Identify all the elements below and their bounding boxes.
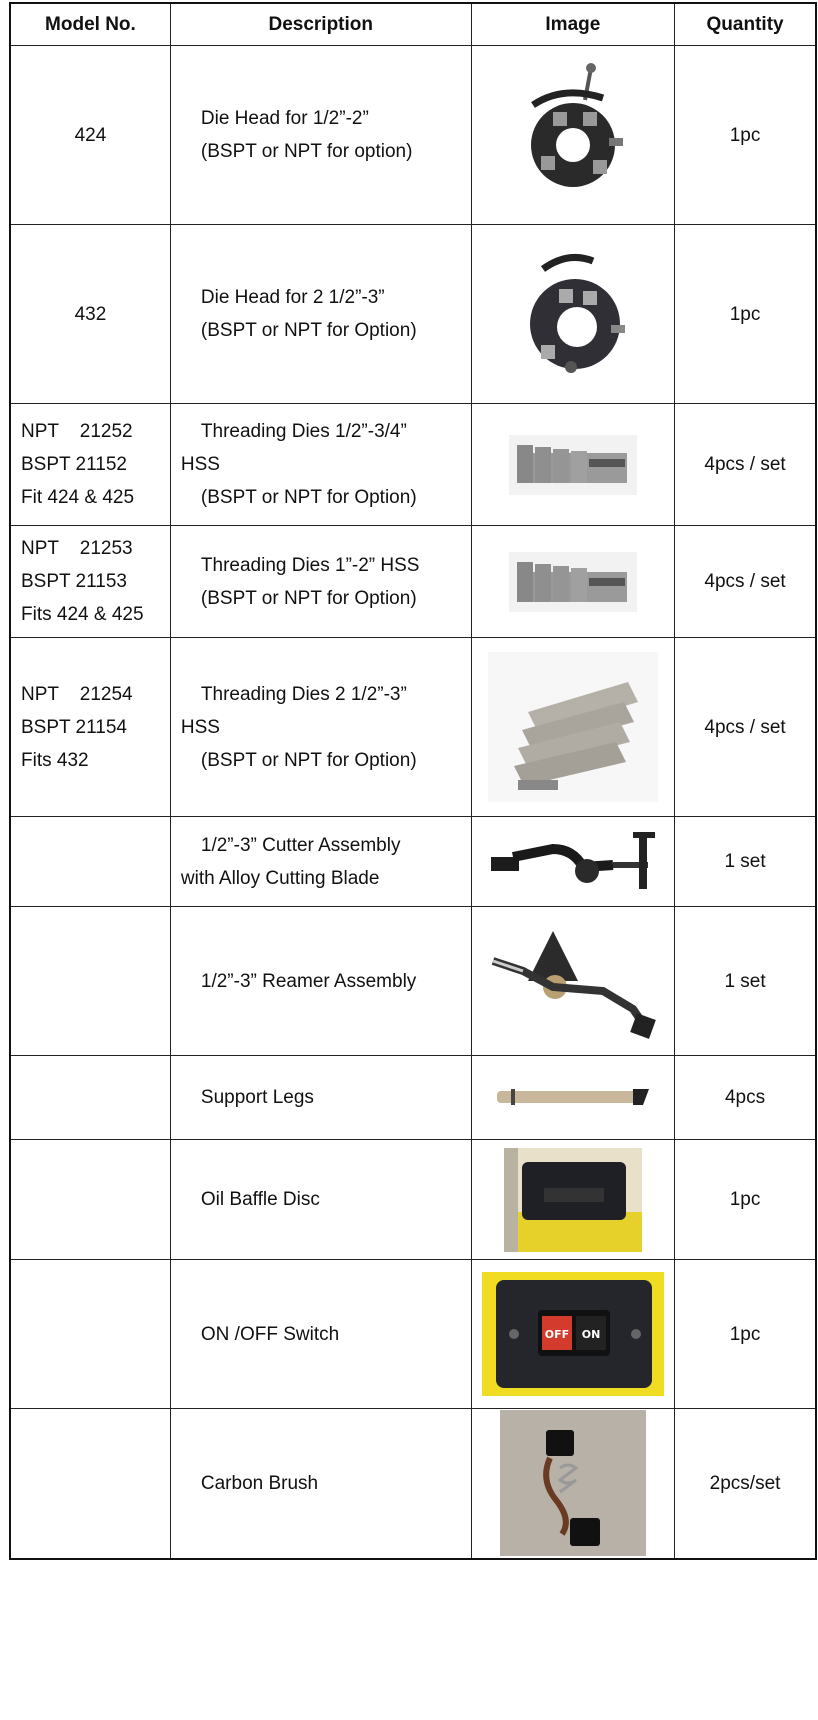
description-line: (BSPT or NPT for Option) (200, 320, 417, 341)
threading-dies-icon (509, 552, 637, 612)
quantity-cell: 4pcs / set (675, 404, 816, 526)
table-row (10, 225, 816, 404)
model-cell (10, 1409, 170, 1559)
image-cell (471, 1140, 675, 1260)
model-cell (10, 404, 170, 526)
description-line: Oil Baffle Disc (200, 1189, 320, 1210)
description-cell (170, 1056, 471, 1140)
model-cell (10, 526, 170, 638)
description-line: Die Head for 1/2”-2” (200, 108, 369, 129)
table-row (10, 46, 816, 225)
quantity-cell: 1 set (675, 817, 816, 907)
image-cell (471, 46, 675, 225)
table-row (10, 1140, 816, 1260)
pipe-cutter-icon (483, 827, 663, 897)
image-cell (471, 404, 675, 526)
table-row (10, 526, 816, 638)
model-cell (10, 225, 170, 404)
quantity-cell: 4pcs / set (675, 638, 816, 817)
model-cell (10, 907, 170, 1056)
description-line: 1/2”-3” Cutter Assembly (200, 834, 401, 856)
description-cell (170, 907, 471, 1056)
image-cell (471, 817, 675, 907)
model-line: BSPT 21154 (21, 716, 127, 738)
table-row (10, 817, 816, 907)
header-model: Model No. (10, 3, 170, 46)
model-cell (10, 638, 170, 817)
description-line: Carbon Brush (200, 1472, 319, 1494)
model-line: Fits 432 (21, 749, 89, 771)
description-line: Threading Dies 1”-2” HSS (200, 554, 420, 576)
quantity-cell: 1pc (675, 1140, 816, 1260)
threading-dies-stack-icon (488, 652, 658, 802)
model-line: 424 (74, 124, 107, 146)
image-cell (471, 1409, 675, 1559)
description-line: Die Head for 2 1/2”-3” (200, 287, 385, 308)
description-line: ON /OFF Switch (200, 1323, 340, 1345)
model-line: 432 (74, 303, 107, 325)
description-cell (170, 46, 471, 225)
image-cell (471, 638, 675, 817)
description-line: Threading Dies 1/2”-3/4” (200, 421, 407, 442)
quantity-cell: 4pcs / set (675, 526, 816, 638)
description-cell (170, 817, 471, 907)
description-line: (BSPT or NPT for Option) (200, 587, 417, 609)
support-leg-icon (493, 1083, 653, 1113)
die-head-icon (513, 60, 633, 210)
table-row (10, 907, 816, 1056)
reamer-icon (483, 921, 663, 1041)
quantity-cell: 2pcs/set (675, 1409, 816, 1559)
description-cell (170, 225, 471, 404)
table-row (10, 1409, 816, 1559)
model-cell (10, 817, 170, 907)
description-cell (170, 638, 471, 817)
description-cell (170, 1140, 471, 1260)
model-line: BSPT 21153 (21, 571, 127, 592)
description-line: with Alloy Cutting Blade (180, 867, 380, 889)
description-cell (170, 1409, 471, 1559)
model-line: NPT 21252 (21, 421, 133, 442)
image-cell (471, 1056, 675, 1140)
description-cell (170, 404, 471, 526)
description-line: HSS (180, 716, 220, 738)
table-row (10, 1056, 816, 1140)
table-row (10, 1260, 816, 1409)
description-line: 1/2”-3” Reamer Assembly (200, 970, 417, 992)
header-description: Description (170, 3, 471, 46)
description-line: (BSPT or NPT for Option) (200, 487, 417, 508)
oil-baffle-icon (504, 1148, 642, 1252)
switch-icon (482, 1272, 664, 1396)
image-cell (471, 526, 675, 638)
model-line: Fits 424 & 425 (21, 604, 144, 625)
description-cell (170, 526, 471, 638)
image-cell (471, 225, 675, 404)
image-cell (471, 907, 675, 1056)
quantity-cell: 1pc (675, 225, 816, 404)
carbon-brush-icon (500, 1410, 646, 1556)
description-cell (170, 1260, 471, 1409)
model-line: Fit 424 & 425 (21, 487, 135, 508)
model-cell (10, 1260, 170, 1409)
quantity-cell: 1 set (675, 907, 816, 1056)
description-line: Support Legs (200, 1087, 314, 1108)
quantity-cell: 1pc (675, 1260, 816, 1409)
description-line: HSS (180, 454, 220, 475)
quantity-cell: 4pcs (675, 1056, 816, 1140)
header-row (10, 3, 816, 46)
switch-off-label: OFF (544, 1328, 570, 1341)
table-row (10, 638, 816, 817)
description-line: (BSPT or NPT for Option) (200, 749, 417, 771)
parts-table (9, 2, 817, 1560)
table-row (10, 404, 816, 526)
model-line: NPT 21254 (21, 683, 133, 705)
switch-on-label: ON (581, 1328, 601, 1341)
threading-dies-icon (509, 435, 637, 495)
image-cell (471, 1260, 675, 1409)
description-line: (BSPT or NPT for option) (200, 141, 413, 162)
header-quantity: Quantity (675, 3, 816, 46)
model-cell (10, 1140, 170, 1260)
model-cell (10, 1056, 170, 1140)
description-line: Threading Dies 2 1/2”-3” (200, 683, 407, 705)
quantity-cell: 1pc (675, 46, 816, 225)
die-head-icon (513, 239, 633, 389)
header-image: Image (471, 3, 675, 46)
model-cell (10, 46, 170, 225)
model-line: NPT 21253 (21, 538, 133, 559)
model-line: BSPT 21152 (21, 454, 127, 475)
